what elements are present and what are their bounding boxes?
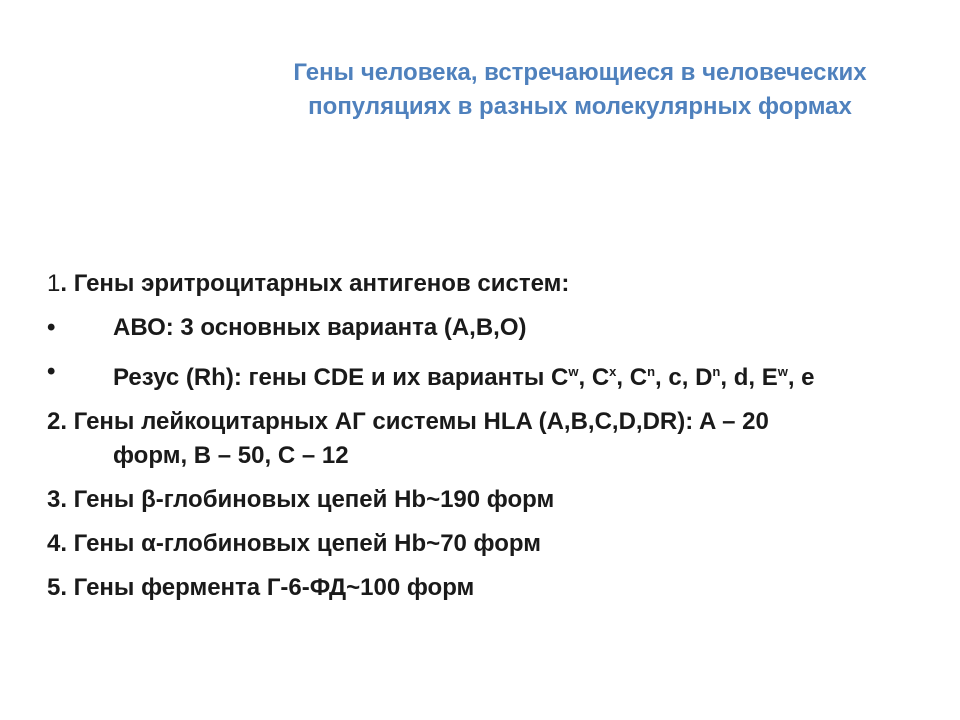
bullet-text: АВО: 3 основных варианта (А,В,О)	[113, 314, 527, 341]
variant-cn: $C^n$, c,	[629, 364, 696, 391]
list-item-4: 4. Гены α-глобиновых цепей Hb~70 форм	[47, 530, 541, 557]
title-line-2: популяциях в разных молекулярных формах	[308, 93, 852, 120]
list-item-2	[47, 405, 927, 473]
variant-dn: $D^n$, d,	[695, 364, 762, 391]
bullet-text	[113, 364, 815, 391]
list-item-3: 3. Гены β-глобиновых цепей Hb~190 форм	[47, 486, 555, 513]
rh-prefix: Резус (Rh): гены CDE и их варианты	[113, 364, 551, 391]
slide-body	[47, 267, 927, 615]
variant-ew: $E^w$, e	[761, 364, 815, 391]
bullet-icon: •	[47, 314, 56, 341]
item-text: . Гены эритроцитарных антигенов систем:	[60, 270, 570, 297]
variant-cw: $C^w$,	[551, 364, 592, 391]
variant-cx: $C^x$,	[591, 364, 630, 391]
bullet-item-abo	[47, 311, 927, 345]
title-line-1: Гены человека, встречающиеся в человеческих	[293, 59, 867, 86]
item-text-line-2: форм, B – 50, C – 12	[113, 442, 349, 469]
bullet-icon: •	[47, 358, 56, 385]
list-item-5: 5. Гены фермента Г-6-ФД~100 форм	[47, 574, 475, 601]
list-item-1	[47, 267, 927, 301]
slide-title	[230, 56, 930, 124]
item-text-line-1: 2. Гены лейкоцитарных АГ системы HLA (A,B,C,D,DR): A – 20	[47, 408, 769, 435]
bullet-item-rh	[47, 355, 927, 395]
item-number: 1	[47, 270, 61, 297]
